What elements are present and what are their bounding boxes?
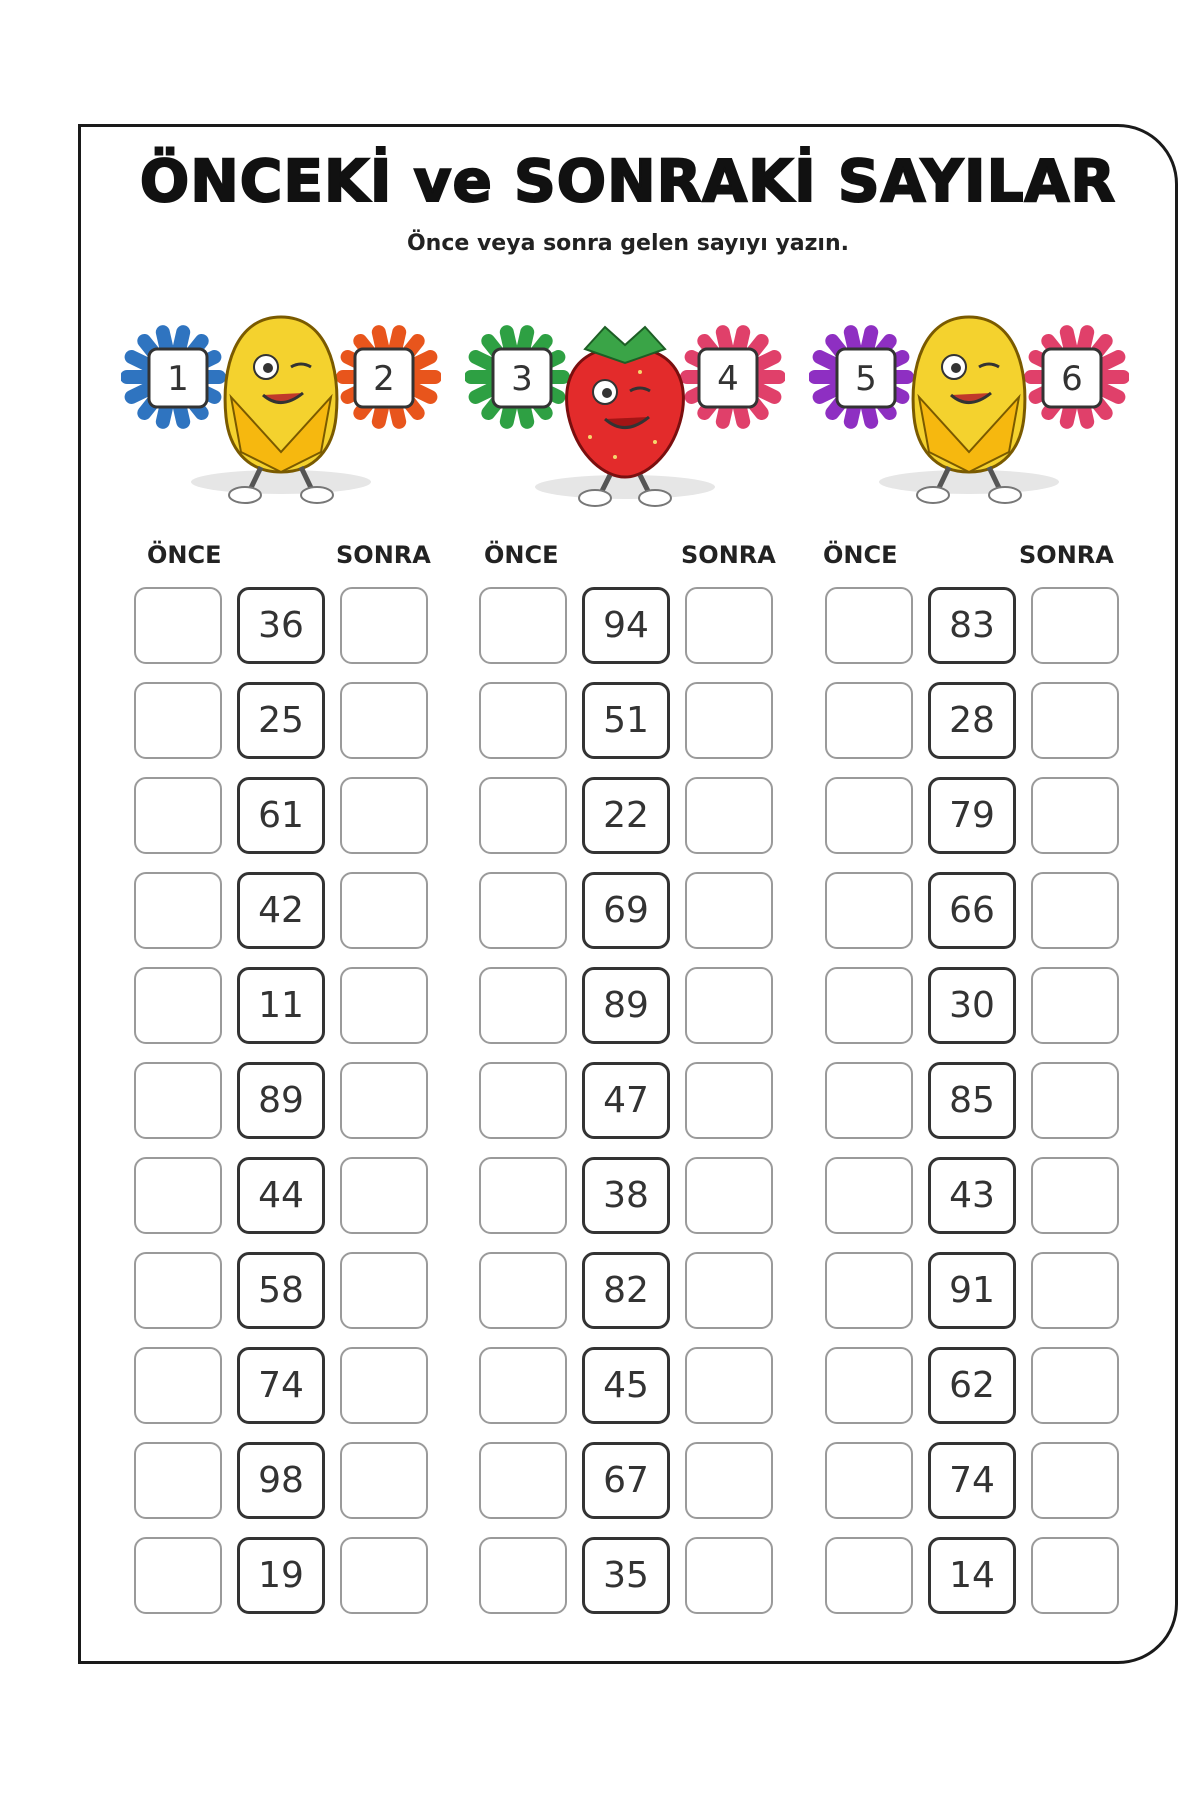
answer-box-after[interactable] [1031, 682, 1119, 759]
answer-box-before[interactable] [134, 1252, 222, 1329]
given-number: 79 [928, 777, 1016, 854]
number-sign-left [493, 349, 551, 407]
given-number: 89 [582, 967, 670, 1044]
answer-box-before[interactable] [479, 682, 567, 759]
given-number: 22 [582, 777, 670, 854]
given-number: 44 [237, 1157, 325, 1234]
sign-label-left: 5 [855, 359, 877, 399]
answer-box-before[interactable] [825, 1062, 913, 1139]
given-number: 69 [582, 872, 670, 949]
mascot-illustration [465, 277, 785, 507]
answer-box-before[interactable] [825, 1442, 913, 1519]
worksheet-title: ÖNCEKİ ve SONRAKİ SAYILAR [139, 147, 1117, 215]
header-after-3: SONRA [1019, 541, 1114, 569]
given-number: 91 [928, 1252, 1016, 1329]
answer-box-after[interactable] [340, 587, 428, 664]
given-number: 51 [582, 682, 670, 759]
answer-box-before[interactable] [825, 587, 913, 664]
given-number: 98 [237, 1442, 325, 1519]
sign-label-right: 6 [1061, 359, 1083, 399]
answer-box-before[interactable] [479, 777, 567, 854]
answer-box-after[interactable] [1031, 587, 1119, 664]
answer-box-before[interactable] [134, 777, 222, 854]
answer-box-before[interactable] [479, 1442, 567, 1519]
answer-box-before[interactable] [825, 1537, 913, 1614]
sign-label-left: 1 [167, 359, 189, 399]
given-number: 14 [928, 1537, 1016, 1614]
number-sign-right [355, 349, 413, 407]
answer-box-after[interactable] [685, 1537, 773, 1614]
answer-box-before[interactable] [134, 587, 222, 664]
given-number: 43 [928, 1157, 1016, 1234]
given-number: 28 [928, 682, 1016, 759]
header-before-3: ÖNCE [823, 541, 898, 569]
answer-box-before[interactable] [479, 967, 567, 1044]
given-number: 82 [582, 1252, 670, 1329]
answer-box-after[interactable] [1031, 967, 1119, 1044]
answer-box-after[interactable] [685, 1442, 773, 1519]
given-number: 89 [237, 1062, 325, 1139]
given-number: 47 [582, 1062, 670, 1139]
answer-box-after[interactable] [1031, 872, 1119, 949]
header-before-1: ÖNCE [147, 541, 222, 569]
given-number: 38 [582, 1157, 670, 1234]
answer-box-before[interactable] [825, 1157, 913, 1234]
answer-box-after[interactable] [685, 1347, 773, 1424]
mascot-banana [809, 277, 1129, 507]
answer-box-before[interactable] [134, 682, 222, 759]
answer-box-after[interactable] [685, 587, 773, 664]
answer-box-after[interactable] [340, 967, 428, 1044]
answer-box-after[interactable] [1031, 1442, 1119, 1519]
given-number: 11 [237, 967, 325, 1044]
worksheet [78, 124, 1178, 1664]
given-number: 30 [928, 967, 1016, 1044]
answer-box-before[interactable] [479, 587, 567, 664]
answer-box-after[interactable] [685, 1157, 773, 1234]
answer-box-before[interactable] [825, 872, 913, 949]
answer-box-before[interactable] [134, 872, 222, 949]
given-number: 36 [237, 587, 325, 664]
answer-box-after[interactable] [340, 777, 428, 854]
answer-box-after[interactable] [685, 1062, 773, 1139]
given-number: 83 [928, 587, 1016, 664]
answer-box-after[interactable] [1031, 1252, 1119, 1329]
worksheet-subtitle: Önce veya sonra gelen sayıyı yazın. [406, 231, 849, 256]
given-number: 62 [928, 1347, 1016, 1424]
answer-box-after[interactable] [340, 1157, 428, 1234]
given-number: 42 [237, 872, 325, 949]
number-sign-right [699, 349, 757, 407]
given-number: 94 [582, 587, 670, 664]
answer-box-before[interactable] [825, 777, 913, 854]
given-number: 58 [237, 1252, 325, 1329]
mascot-strawberry [465, 277, 785, 507]
answer-box-before[interactable] [479, 872, 567, 949]
answer-box-after[interactable] [1031, 1157, 1119, 1234]
header-after-2: SONRA [681, 541, 776, 569]
answer-box-before[interactable] [825, 682, 913, 759]
answer-box-before[interactable] [134, 1442, 222, 1519]
answer-box-before[interactable] [479, 1537, 567, 1614]
answer-box-before[interactable] [479, 1347, 567, 1424]
answer-box-after[interactable] [340, 1442, 428, 1519]
given-number: 25 [237, 682, 325, 759]
answer-box-after[interactable] [1031, 1062, 1119, 1139]
answer-box-before[interactable] [134, 1347, 222, 1424]
given-number: 66 [928, 872, 1016, 949]
answer-box-after[interactable] [340, 1347, 428, 1424]
answer-box-before[interactable] [134, 1062, 222, 1139]
given-number: 45 [582, 1347, 670, 1424]
given-number: 61 [237, 777, 325, 854]
answer-box-after[interactable] [685, 777, 773, 854]
answer-box-after[interactable] [685, 1252, 773, 1329]
sign-label-left: 3 [511, 359, 533, 399]
answer-box-after[interactable] [340, 1252, 428, 1329]
header-after-1: SONRA [336, 541, 431, 569]
answer-box-after[interactable] [685, 682, 773, 759]
given-number: 85 [928, 1062, 1016, 1139]
answer-box-before[interactable] [134, 967, 222, 1044]
answer-box-before[interactable] [134, 1537, 222, 1614]
sign-label-right: 4 [717, 359, 739, 399]
answer-box-after[interactable] [1031, 1537, 1119, 1614]
mascot-banana [121, 277, 441, 507]
answer-box-before[interactable] [479, 1252, 567, 1329]
number-sign-left [149, 349, 207, 407]
answer-box-after[interactable] [685, 967, 773, 1044]
answer-box-before[interactable] [825, 1347, 913, 1424]
answer-box-after[interactable] [685, 872, 773, 949]
given-number: 35 [582, 1537, 670, 1614]
answer-box-before[interactable] [479, 1157, 567, 1234]
answer-box-before[interactable] [825, 1252, 913, 1329]
given-number: 19 [237, 1537, 325, 1614]
mascot-illustration [121, 277, 441, 507]
answer-box-before[interactable] [479, 1062, 567, 1139]
answer-box-after[interactable] [340, 682, 428, 759]
answer-box-before[interactable] [134, 1157, 222, 1234]
answer-box-after[interactable] [1031, 777, 1119, 854]
mascot-illustration [809, 277, 1129, 507]
answer-box-after[interactable] [340, 1537, 428, 1614]
given-number: 67 [582, 1442, 670, 1519]
answer-box-after[interactable] [1031, 1347, 1119, 1424]
number-sign-right [1043, 349, 1101, 407]
header-before-2: ÖNCE [484, 541, 559, 569]
sign-label-right: 2 [373, 359, 395, 399]
given-number: 74 [928, 1442, 1016, 1519]
answer-box-before[interactable] [825, 967, 913, 1044]
answer-box-after[interactable] [340, 1062, 428, 1139]
number-sign-left [837, 349, 895, 407]
given-number: 74 [237, 1347, 325, 1424]
answer-box-after[interactable] [340, 872, 428, 949]
